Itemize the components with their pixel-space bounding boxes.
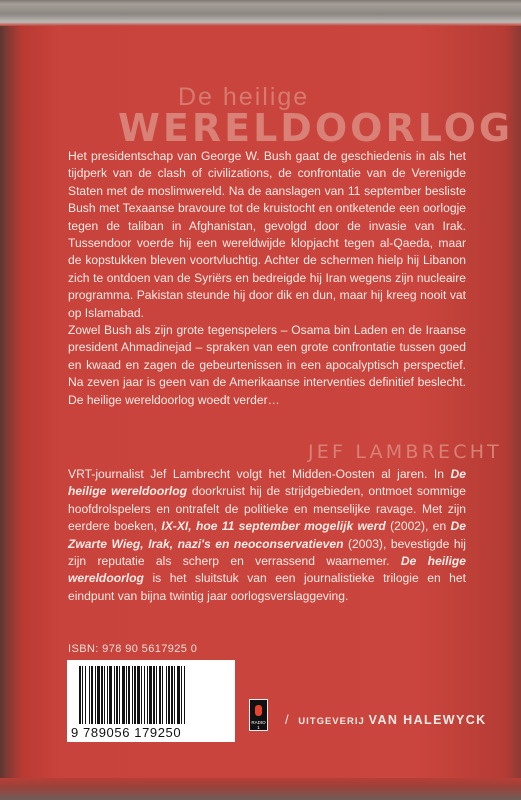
barcode-bar — [122, 666, 125, 724]
blurb — [68, 148, 466, 409]
radio-1-logo — [249, 699, 268, 731]
publisher-name: VAN HALEWYCK — [368, 713, 487, 727]
bio-text: is het sluitstuk van een journalistieke trilogie en het eindpunt van bijna twintig jaar oorlogsverslaggeving. — [68, 571, 466, 603]
page-block-edge — [0, 0, 521, 26]
barcode — [67, 660, 235, 742]
bio-title: De heilige wereldoorlog — [68, 467, 466, 499]
author-bio — [68, 466, 466, 605]
blurb-paragraph-2: Zowel Bush als zijn grote tegenspelers – Osama bin Laden en de Iraanse president Ahmadinejad – spraken van een grote confrontatie tussen goed en kwaad en zagen de gebeurtenissen in een apocalyptisch perspectief. Na zeven jaar is geen van de Amerikaanse interventies definitief beslecht. De heilige wereldoorlog woedt verder… — [68, 323, 466, 407]
title-line-1: De heilige — [178, 83, 310, 111]
title-line-2: WERELDOORLOG — [118, 106, 514, 150]
bio-title: De heilige wereldoorlog — [68, 554, 466, 586]
publisher — [285, 712, 487, 727]
bio-text: (2002), en — [385, 519, 451, 534]
barcode-bar — [159, 666, 161, 724]
barcode-bar — [144, 666, 145, 724]
blurb-paragraph-1: Het presidentschap van George W. Bush gaat de geschiedenis in als het tijdperk van de clash of civilizations, de confrontatie van de Verenigde Staten met de moslimwereld. Na de aanslagen van 11 september besliste Bush met Texaanse bravoure tot de kruistocht en ontketende een oorlogje tegen de taliban in Afghanistan, gevolgd door de invasie van Irak. Tussendoor voerde hij een wereldwijde klopjacht tegen al-Qaeda, maar de kopstukken bleven voortvluchtig. Achter de schermen hielp hij Libanon zich te ontdoen van de Syriërs en bedreigde hij Iran wegens zijn nucleaire programma. Pakistan steunde hij door dik en dun, maar hij kreeg nooit vat op Islamabad. — [68, 149, 466, 320]
barcode-bars — [79, 666, 229, 724]
isbn: ISBN: 978 90 5617925 0 — [68, 643, 198, 655]
barcode-bar — [89, 666, 90, 724]
barcode-bar — [91, 666, 93, 724]
barcode-bar — [85, 666, 86, 724]
barcode-bar — [97, 666, 100, 724]
barcode-bar — [156, 666, 157, 724]
barcode-bar — [79, 666, 81, 724]
barcode-bar — [114, 666, 115, 724]
logo-mark-icon — [255, 705, 262, 716]
bio-title: De Zwarte Wieg, Irak, nazi's en neoconservatieven — [68, 519, 466, 551]
page-block-edge-bottom — [0, 778, 521, 800]
barcode-bar — [119, 666, 120, 724]
barcode-bar — [174, 666, 175, 724]
barcode-bar — [132, 666, 133, 724]
barcode-bar — [104, 666, 105, 724]
barcode-bar — [134, 666, 136, 724]
barcode-bar — [147, 666, 148, 724]
barcode-bar — [171, 666, 173, 724]
publisher-separator: / — [285, 712, 290, 727]
barcode-bar — [149, 666, 152, 724]
bio-text: (2003), bevestigde hij zijn reputatie als scherp en verrassend waarnemer. — [68, 536, 466, 569]
barcode-bar — [101, 666, 103, 724]
radio-logo-label: RADIO 1 — [251, 720, 266, 730]
barcode-bar — [184, 666, 185, 724]
barcode-bar — [126, 666, 127, 724]
barcode-bar — [166, 666, 167, 724]
barcode-bar — [153, 666, 155, 724]
barcode-bar — [95, 666, 96, 724]
barcode-bar — [137, 666, 140, 724]
barcode-digits: 9 789056 179250 — [71, 725, 182, 740]
barcode-bar — [181, 666, 182, 724]
bio-title: IX-XI, hoe 11 september mogelijk werd — [161, 519, 386, 534]
barcode-bar — [128, 666, 130, 724]
bio-text: VRT-journalist Jef Lambrecht volgt het Midden-Oosten al jaren. In — [68, 467, 451, 481]
barcode-bar — [162, 666, 163, 724]
bio-text: doorkruist hij de strijdgebieden, ontmoet sommige hoofdrolspelers en ontrafelt de politieke en menselijke ravage. Met zijn eerdere boeken, — [68, 484, 466, 534]
barcode-bar — [168, 666, 170, 724]
publisher-prefix: UITGEVERIJ — [298, 716, 365, 727]
barcode-bar — [177, 666, 180, 724]
author-name: JEF LAMBRECHT — [308, 441, 502, 463]
barcode-bar — [82, 666, 83, 724]
barcode-bar — [107, 666, 108, 724]
barcode-bar — [116, 666, 118, 724]
barcode-bar — [141, 666, 142, 724]
barcode-bar — [109, 666, 112, 724]
